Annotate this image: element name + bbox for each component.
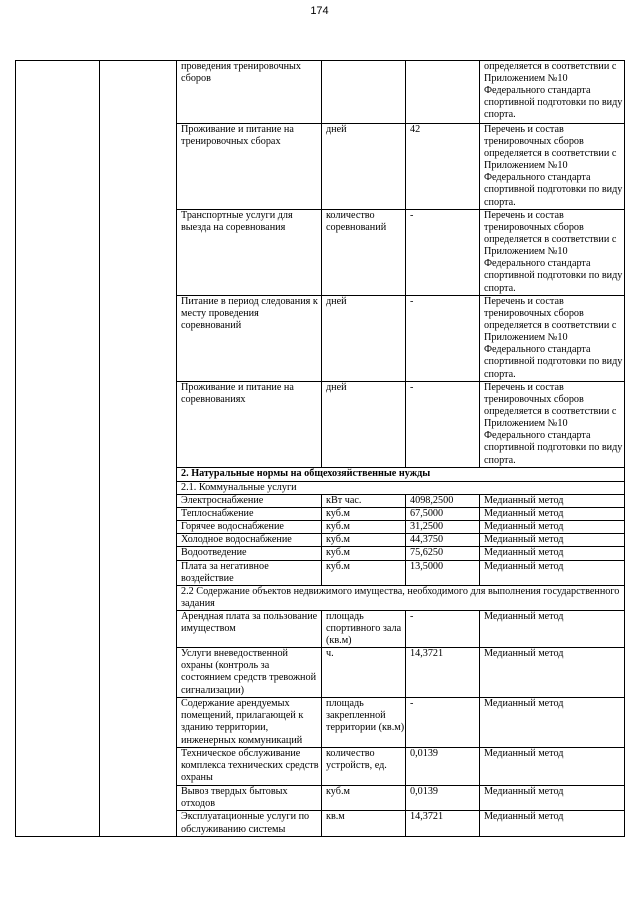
norms-table [15,60,625,837]
unit-cell: куб.м [322,534,406,547]
norm-name-cell: Плата за негативное воздействие [177,560,322,585]
page-number: 174 [310,5,329,17]
value-cell: 0,0139 [406,748,480,786]
norm-name-cell: Услуги вневедоственной охраны (контроль за состоянием средств тревожной сигнализации) [177,648,322,698]
value-cell: 31,2500 [406,521,480,534]
value-cell: 44,3750 [406,534,480,547]
unit-cell: дней [322,382,406,468]
value-cell: - [406,296,480,382]
value-cell: - [406,210,480,296]
value-cell: 14,3721 [406,648,480,698]
norm-name-cell: Горячее водоснабжение [177,521,322,534]
method-cell: Медианный метод [480,521,625,534]
unit-cell: кВт час. [322,495,406,508]
method-cell: Медианный метод [480,534,625,547]
norm-name-cell: проведения тренировочных сборов [177,61,322,124]
norm-name-cell: Техническое обслуживание комплекса технических средств охраны [177,748,322,786]
method-cell: Медианный метод [480,547,625,560]
unit-cell: кв.м [322,811,406,836]
value-cell: 14,3721 [406,811,480,836]
method-cell: Медианный метод [480,786,625,811]
value-cell: 42 [406,124,480,210]
value-cell: 67,5000 [406,508,480,521]
method-cell: Перечень и состав тренировочных сборов определяется в соответствии с Приложением №10 Федерального стандарта спортивной подготовки по виду спорта. [480,296,625,382]
value-cell: 0,0139 [406,786,480,811]
norm-name-cell: Арендная плата за пользование имуществом [177,610,322,647]
unit-cell: количество соревнований [322,210,406,296]
norm-name-cell: Эксплуатационные услуги по обслуживанию системы [177,811,322,836]
section-2-title: 2. Натуральные нормы на общехозяйственные нужды [177,468,625,482]
method-cell: Медианный метод [480,560,625,585]
unit-cell: куб.м [322,521,406,534]
value-cell: - [406,698,480,748]
method-cell: Медианный метод [480,508,625,521]
norm-name-cell: Теплоснабжение [177,508,322,521]
table-row [16,61,625,124]
norm-name-cell: Водоотведение [177,547,322,560]
norm-name-cell: Проживание и питание на соревнованиях [177,382,322,468]
method-cell: Перечень и состав тренировочных сборов определяется в соответствии с Приложением №10 Федерального стандарта спортивной подготовки по виду спорта. [480,124,625,210]
unit-cell: куб.м [322,560,406,585]
norm-name-cell: Содержание арендуемых помещений, прилагающей к зданию территории, инженерных коммуникаций [177,698,322,748]
unit-cell [322,61,406,124]
method-cell: Медианный метод [480,811,625,836]
value-cell: 4098,2500 [406,495,480,508]
unit-cell: куб.м [322,508,406,521]
norm-name-cell: Транспортные услуги для выезда на соревнования [177,210,322,296]
subsection-2-1-title: 2.1. Коммунальные услуги [177,482,625,495]
norm-name-cell: Вывоз твердых бытовых отходов [177,786,322,811]
left-blank-column-1 [16,61,100,837]
unit-cell: ч. [322,648,406,698]
unit-cell: дней [322,124,406,210]
unit-cell: площадь закрепленной территории (кв.м) [322,698,406,748]
norm-name-cell: Электроснабжение [177,495,322,508]
value-cell: - [406,382,480,468]
norm-name-cell: Питание в период следования к месту проведения соревнований [177,296,322,382]
method-cell: Медианный метод [480,610,625,647]
method-cell: Медианный метод [480,495,625,508]
left-blank-column-2 [100,61,177,837]
unit-cell: дней [322,296,406,382]
unit-cell: куб.м [322,786,406,811]
value-cell [406,61,480,124]
value-cell: - [406,610,480,647]
value-cell: 75,6250 [406,547,480,560]
method-cell: Перечень и состав тренировочных сборов определяется в соответствии с Приложением №10 Федерального стандарта спортивной подготовки по виду спорта. [480,382,625,468]
unit-cell: площадь спортивного зала (кв.м) [322,610,406,647]
method-cell: Медианный метод [480,648,625,698]
method-cell: Медианный метод [480,748,625,786]
norm-name-cell: Проживание и питание на тренировочных сборах [177,124,322,210]
value-cell: 13,5000 [406,560,480,585]
method-cell: Перечень и состав тренировочных сборов определяется в соответствии с Приложением №10 Федерального стандарта спортивной подготовки по виду спорта. [480,210,625,296]
unit-cell: количество устройств, ед. [322,748,406,786]
norm-name-cell: Холодное водоснабжение [177,534,322,547]
subsection-2-2-title: 2.2 Содержание объектов недвижимого имущества, необходимого для выполнения государственного задания [177,585,625,610]
unit-cell: куб.м [322,547,406,560]
method-cell: Медианный метод [480,698,625,748]
method-cell: определяется в соответствии с Приложением №10 Федерального стандарта спортивной подготовки по виду спорта. [480,61,625,124]
